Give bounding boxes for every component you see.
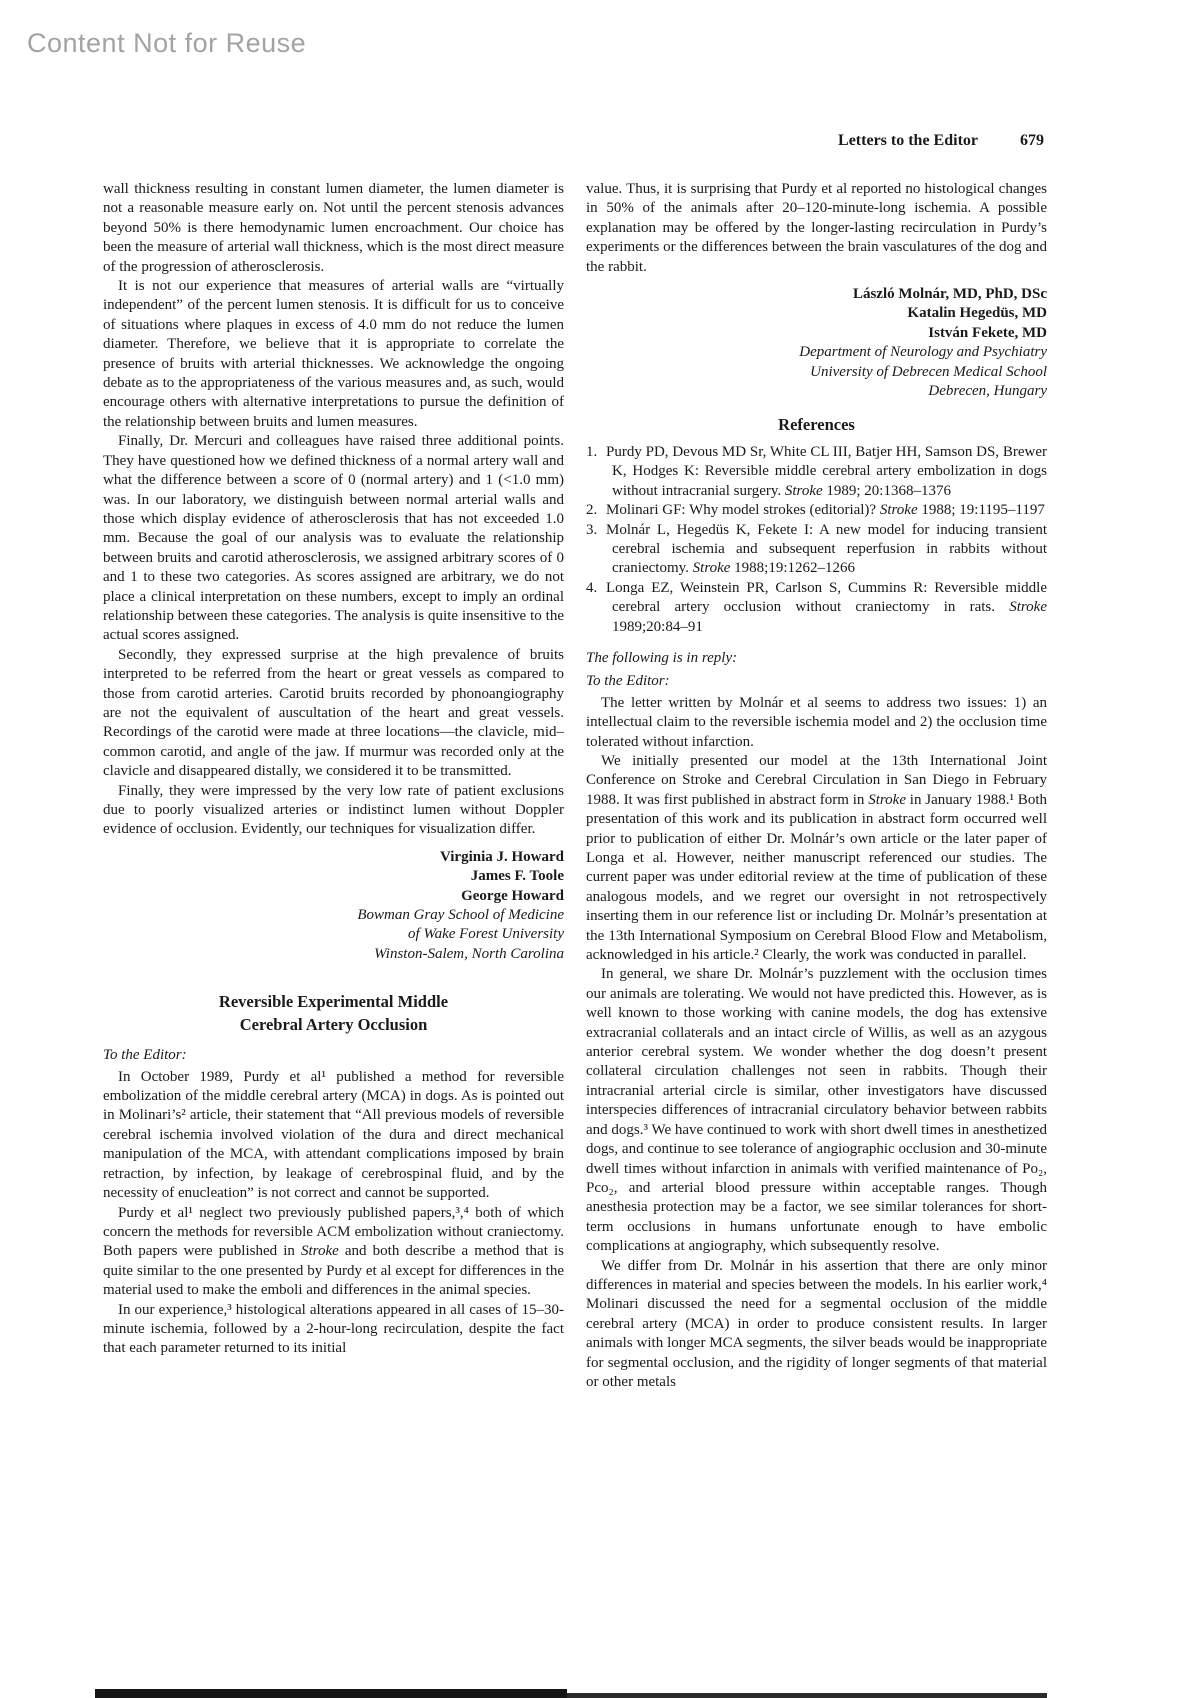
scan-artifact-bar <box>95 1689 567 1698</box>
paragraph: It is not our experience that measures of arterial walls are “virtually independent” of the percent lumen stenosis. It is difficult for us to conceive of situations where plaques in excess of 4.0 mm do not reduce the lumen diameter. Therefore, we believe that it is appropriate to correlate the presence of bruits with arterial thicknesses. We acknowledge the ongoing debate as to the appropriateness of the various measures and, as such, would encourage others with alternative interpretations to pursue the definition of the relationship between bruits and lumen measures. <box>103 278 564 430</box>
journal-name: Stroke <box>1009 599 1047 616</box>
letter-title <box>103 990 564 1036</box>
reference-list <box>586 443 1047 637</box>
affiliation-line: Bowman Gray School of Medicine <box>357 907 564 924</box>
paragraph: The letter written by Molnár et al seems to address two issues: 1) an intellectual claim to the reversible ischemia model and 2) the occlusion time tolerated without infarction. <box>586 694 1047 750</box>
letter-title-line: Reversible Experimental Middle <box>218 992 449 1012</box>
journal-name: Stroke <box>301 1243 339 1260</box>
reference-item <box>586 579 1047 637</box>
reply-intro: The following is in reply: <box>586 649 738 666</box>
author-name: László Molnár, MD, PhD, DSc <box>852 286 1047 303</box>
reference-text: 1988; 19:1195–1197 <box>917 502 1045 519</box>
paragraph: value. Thus, it is surprising that Purdy et al reported no histological changes in 50% of the animals after 20–120-minute-long ischemia. A possible explanation may be offered by the longer-lasting recirculation in Purdy’s experiments or the differences between the brain vasculatures of the dog and the rabbit. <box>586 181 1047 275</box>
affiliation-line: Department of Neurology and Psychiatry <box>799 344 1047 361</box>
reference-item <box>586 521 1047 579</box>
reference-text: Molinari GF: Why model strokes (editorial)? <box>606 502 880 519</box>
reference-item <box>586 501 1047 520</box>
reference-number: 4. <box>586 579 598 596</box>
reference-number: 2. <box>586 502 598 519</box>
scan-artifact-bar <box>567 1693 1047 1698</box>
journal-name: Stroke <box>784 482 823 499</box>
paragraph <box>103 1204 564 1301</box>
left-column <box>103 180 564 1392</box>
right-column <box>586 180 1047 1392</box>
paragraph-text: and both describe a method that is quite similar to the one presented by Purdy et al except for differences in the material used to make the emboli and differences in the animal species. <box>103 1243 564 1299</box>
paragraph-text: in January 1988.¹ Both presentation of this work and its publication in abstract form occurred well prior to publication of either Dr. Molnár’s own article or the later paper of Longa et al. However, neither manuscript referenced our studies. The current paper was under editorial review at the time of publication of these analogous models, and we regret our oversight in not retrospectively inserting them in our reference list or including Dr. Molnár’s presentation at the 13th International Symposium on Cerebral Blood Flow and Metabolism, acknowledged in his article.² Clearly, the work was conducted in parallel. <box>586 791 1047 964</box>
reference-text: Longa EZ, Weinstein PR, Carlson S, Cummins R: Reversible middle cerebral artery occlusion without craniectomy in rats. <box>606 579 1047 616</box>
paragraph-text: We initially presented our model at the 13th International Joint Conference on Stroke and Cerebral Circulation in San Diego in February 1988. It was first published in abstract form in <box>586 752 1047 808</box>
journal-name: Stroke <box>868 791 906 808</box>
running-head <box>838 132 1044 150</box>
running-head-section: Letters to the Editor <box>838 132 978 149</box>
reference-item <box>586 443 1047 501</box>
salutation: To the Editor: <box>103 1047 187 1064</box>
reference-number: 1. <box>586 443 598 460</box>
references-heading: References <box>778 415 855 435</box>
author-name: Virginia J. Howard <box>439 848 564 865</box>
paragraph-text: Purdy et al¹ neglect two previously published papers,³,⁴ both of which concern the methods for reversible ACM embolization without craniectomy. Both papers were published in <box>103 1204 564 1260</box>
paragraph: wall thickness resulting in constant lumen diameter, the lumen diameter is not a reasonable measure early on. Not until the percent stenosis advances beyond 50% is there hemodynamic lumen encroachment. Our choice has been the measure of arterial wall thickness, which is the most direct measure of the progression of atherosclerosis. <box>103 181 564 275</box>
reference-text: 1988;19:1262–1266 <box>730 560 856 577</box>
paragraph: Finally, they were impressed by the very low rate of patient exclusions due to poorly visualized arteries or indistinct lumen without Doppler evidence of occlusion. Evidently, our techniques for visualization differ. <box>103 782 564 838</box>
signature-block <box>103 848 564 964</box>
paragraph <box>586 752 1047 965</box>
paragraph: Finally, Dr. Mercuri and colleagues have raised three additional points. They have questioned how we defined thickness of a normal artery wall and what the difference between a score of 0 (normal artery) and 1 (<1.0 mm) was. In our laboratory, we distinguish between normal arterial walls and those which display evidence of atherosclerosis that has not exceeded 1.0 mm. Because the goal of our analysis was to evaluate the relationship between bruits and carotid atherosclerosis, we assigned arbitrary scores of 0 and 1 to these two categories. As scores assigned are arbitrary, we do not place a clinical interpretation on these numbers, except to imply an ordinal relationship between these categories. The analysis is quite insensitive to the actual scores assigned. <box>103 433 564 644</box>
journal-name: Stroke <box>692 560 731 577</box>
author-name: Katalin Hegedüs, MD <box>907 305 1047 322</box>
watermark: Content Not for Reuse <box>27 28 307 58</box>
paragraph: In October 1989, Purdy et al¹ published a method for reversible embolization of the middle cerebral artery (MCA) in dogs. As is pointed out in Molinari’s² article, their statement that “All previous models of reversible cerebral ischemia involved violation of the dura and direct mechanical manipulation of the MCA, with attendant complications imposed by brain retraction, by infection, by leakage of cerebrospinal fluid, and by the necessity of enucleation” is not correct and cannot be supported. <box>103 1068 564 1202</box>
paragraph: In general, we share Dr. Molnár’s puzzlement with the occlusion times our animals are tolerating. We would not have predicted this. However, as is well known to those working with canine models, the dog has extensive extracranial collaterals and an intact circle of Willis, as well as an azygous anterior cerebral system. We wonder whether the dog doesn’t present collateral circulation challenges not seen in rabbits. Though their intracranial arterial circle is similar, other investigators have discussed interspecies differences of intracranial circulatory behavior between rabbits and dogs.³ We have continued to work with short dwell times in anesthetized dogs, and continue to see tolerance of angiographic occlusion and 30-minute dwell times without infarction in animals with verified maintenance of Po₂, Pco₂, and arterial blood pressure within acceptable ranges. Though anesthesia protection may be a factor, we see similar tolerances for short-term occlusions in humans unfortunate enough to have embolic complications at angiography, which subsequently resolve. <box>586 966 1047 1255</box>
paragraph: In our experience,³ histological alterations appeared in all cases of 15–30-minute ischemia, followed by a 2-hour-long recirculation, despite the fact that each parameter returned to its initial <box>103 1301 564 1357</box>
journal-name: Stroke <box>879 502 918 519</box>
author-name: István Fekete, MD <box>928 324 1047 341</box>
affiliation-line: Debrecen, Hungary <box>928 383 1047 400</box>
two-column-body <box>103 180 1047 1392</box>
paragraph: Secondly, they expressed surprise at the high prevalence of bruits interpreted to be referred from the heart or great vessels as compared to those from carotid arteries. Carotid bruits recorded by phonoangiography are not the equivalent of auscultation of the heart and great vessels. Recordings of the carotid were made at three locations—the clavicle, mid–common carotid, and angle of the jaw. If murmur was recorded only at the clavicle and disappeared distally, we considered it to be transmitted. <box>103 646 564 780</box>
reference-text: Molnár L, Hegedüs K, Fekete I: A new model for inducing transient cerebral ischemia and subsequent reperfusion in rabbits without craniectomy. <box>606 521 1047 577</box>
paragraph: We differ from Dr. Molnár in his assertion that there are only minor differences in material and species between the models. In his earlier work,⁴ Molinari discussed the need for a segmental occlusion of the middle cerebral artery (MCA) in order to produce consistent results. In larger animals with longer MCA segments, the silver beads would be inappropriate for segmental occlusion, and the rigidity of longer segments of that material or other metals <box>586 1257 1047 1390</box>
reference-number: 3. <box>586 521 598 538</box>
author-name: James F. Toole <box>470 868 564 885</box>
affiliation-line: Winston-Salem, North Carolina <box>374 945 564 962</box>
signature-block <box>586 285 1047 401</box>
reference-text: 1989; 20:1368–1376 <box>822 482 951 499</box>
author-name: George Howard <box>461 887 564 904</box>
letter-title-line: Cerebral Artery Occlusion <box>239 1015 428 1035</box>
reference-text: Purdy PD, Devous MD Sr, White CL III, Batjer HH, Samson DS, Brewer K, Hodges K: Reversible middle cerebral artery embolization in dogs without intracranial surgery. <box>606 443 1047 499</box>
affiliation-line: of Wake Forest University <box>408 926 564 943</box>
reference-text: 1989;20:84–91 <box>612 618 703 635</box>
page-number: 679 <box>1020 132 1044 149</box>
salutation: To the Editor: <box>586 673 670 690</box>
affiliation-line: University of Debrecen Medical School <box>810 363 1047 380</box>
